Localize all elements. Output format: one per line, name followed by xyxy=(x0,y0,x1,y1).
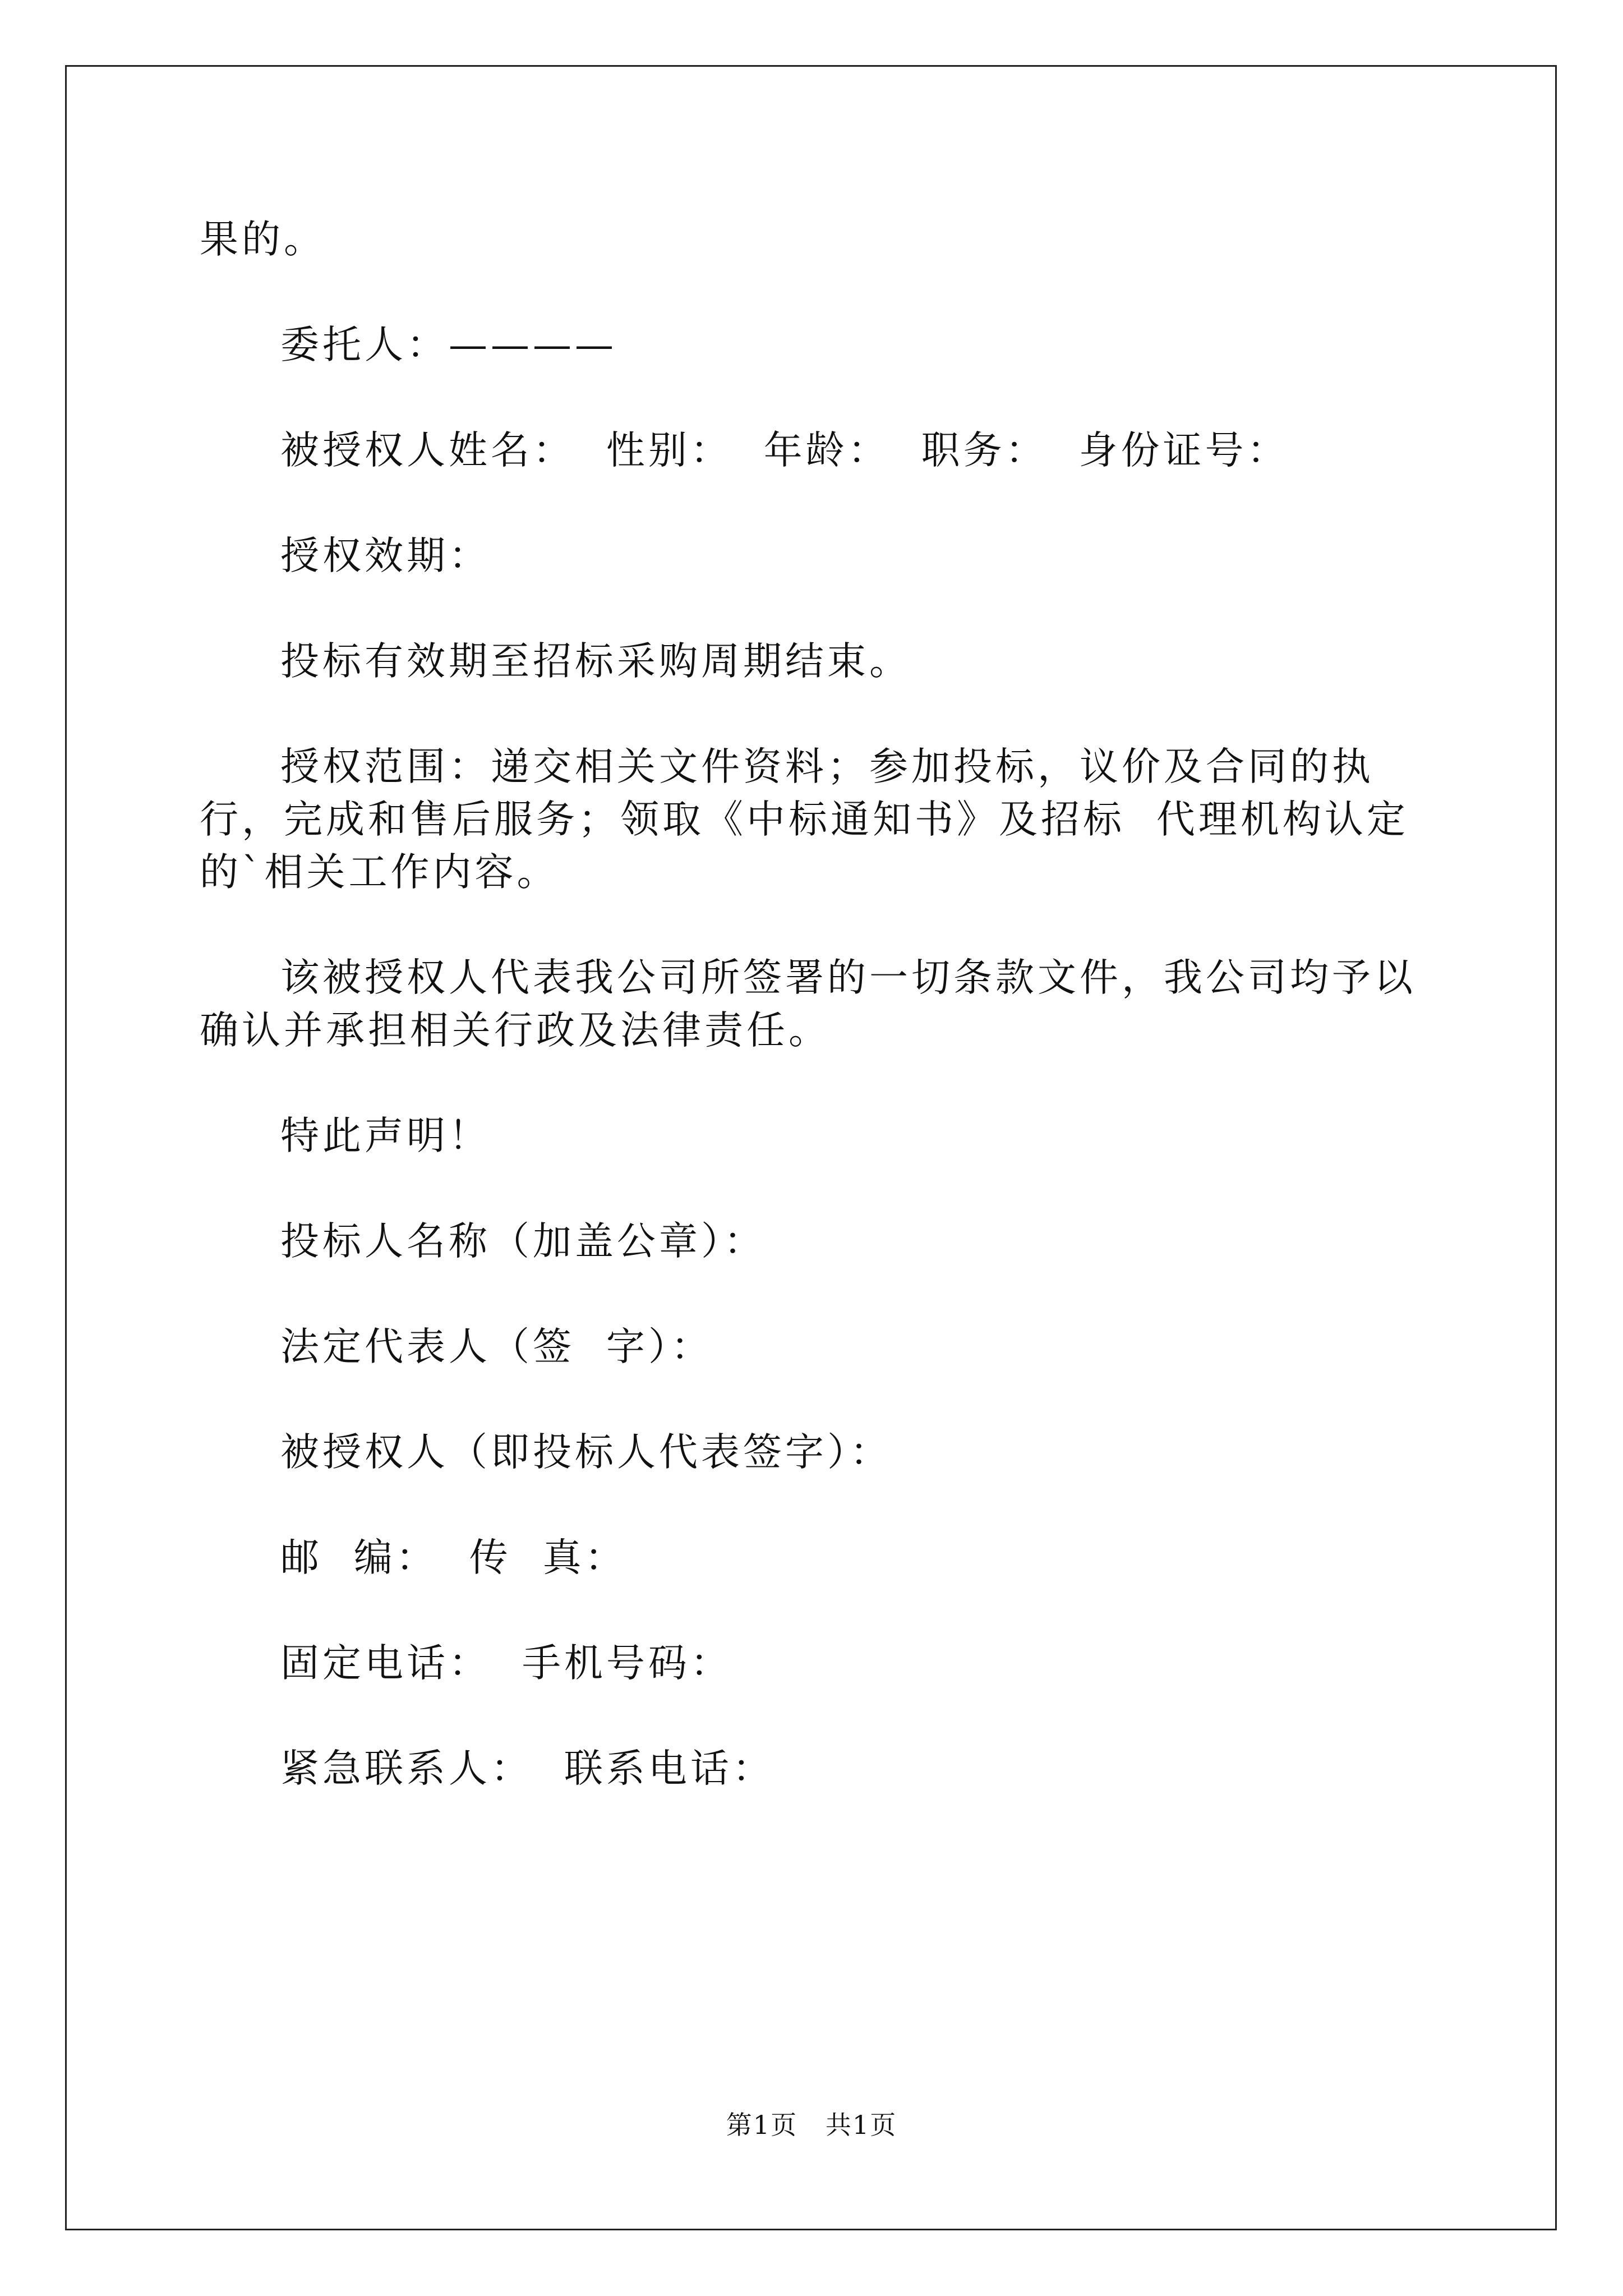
paragraph-phone: 固定电话： 手机号码： xyxy=(280,1641,732,1686)
paragraph-validity: 投标有效期至招标采购周期结束。 xyxy=(280,639,911,684)
paragraph-legal-representative: 法定代表人（签 字）： xyxy=(280,1324,713,1369)
document-body xyxy=(200,213,1422,1848)
paragraph-authorization-period: 授权效期： xyxy=(280,533,491,578)
paragraph-authorized-person-info: 被授权人姓名： 性别： 年龄： 职务： 身份证号： xyxy=(280,428,1289,473)
paragraph-emergency-contact: 紧急联系人： 联系电话： xyxy=(280,1746,774,1791)
paragraph-authorization-scope: 授权范围：递交相关文件资料；参加投标，议价及合同的执行，完成和售后服务；领取《中标通知书》及招标 代理机构认定的`相关工作内容。 xyxy=(200,744,1409,895)
paragraph-declaration: 特此声明！ xyxy=(280,1114,491,1158)
paragraph-postcode-fax: 邮 编： 传 真： xyxy=(280,1535,627,1580)
paragraph-bidder-name: 投标人名称（加盖公章）： xyxy=(280,1219,766,1264)
paragraph-entrusting-party: 委托人：———— xyxy=(280,323,617,367)
page-number: 第1页 共1页 xyxy=(726,2110,897,2140)
paragraph: 果的。 xyxy=(200,217,326,262)
paragraph-authorized-signature: 被授权人（即投标人代表签字）： xyxy=(280,1430,892,1475)
paragraph-confirmation: 该被授权人代表我公司所签署的一切条款文件，我公司均予以确认并承担相关行政及法律责任。 xyxy=(200,955,1416,1053)
